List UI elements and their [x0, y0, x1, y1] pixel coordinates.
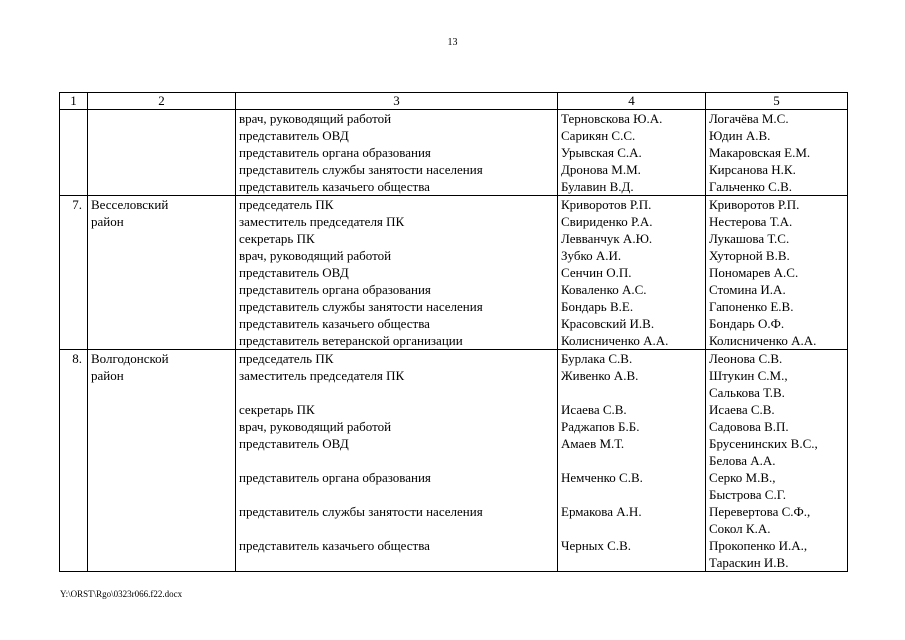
row-number — [60, 110, 88, 196]
member-name: Сенчин О.П. — [561, 265, 632, 280]
position-line: представитель службы занятости населения — [239, 162, 483, 177]
position-line: врач, руководящий работой — [239, 111, 392, 126]
reserve-name: Быстрова С.Г. — [709, 487, 787, 502]
position-line: секретарь ПК — [239, 402, 315, 417]
reserve-name: Макаровская Е.М. — [709, 145, 811, 160]
member-cell — [558, 110, 706, 196]
reserve-name: Логачёва М.С. — [709, 111, 789, 126]
position-line — [239, 452, 554, 469]
member-name: Дронова М.М. — [561, 162, 641, 177]
position-line: врач, руководящий работой — [239, 419, 392, 434]
reserve-name: Гапоненко Е.В. — [709, 299, 794, 314]
member-name — [561, 452, 702, 469]
reserve-name: Прокопенко И.А., — [709, 538, 808, 553]
position-line: представитель ОВД — [239, 436, 349, 451]
reserve-name: Брусенинских В.С., — [709, 436, 818, 451]
header-col-5: 5 — [706, 93, 848, 110]
member-name: Живенко А.В. — [561, 368, 639, 383]
reserve-name: Гальченко С.В. — [709, 179, 793, 194]
reserve-name: Юдин А.В. — [709, 128, 771, 143]
member-name — [561, 520, 702, 537]
reserve-name: Хуторной В.В. — [709, 248, 790, 263]
reserve-name: Леонова С.В. — [709, 351, 783, 366]
member-name: Немченко С.В. — [561, 470, 643, 485]
member-name — [561, 384, 702, 401]
member-name: Булавин В.Д. — [561, 179, 634, 194]
position-line: председатель ПК — [239, 197, 334, 212]
member-name: Зубко А.И. — [561, 248, 622, 263]
table-row — [60, 110, 848, 196]
reserve-name: Штукин С.М., — [709, 368, 788, 383]
reserve-name: Лукашова Т.С. — [709, 231, 790, 246]
member-name: Амаев М.Т. — [561, 436, 625, 451]
member-name — [561, 486, 702, 503]
position-line: представитель ОВД — [239, 128, 349, 143]
district-line: район — [91, 368, 124, 383]
table-row — [60, 350, 848, 572]
row-number: 8. — [60, 350, 88, 572]
member-name: Черных С.В. — [561, 538, 632, 553]
position-line: представитель ветеранской организации — [239, 333, 463, 348]
reserve-name: Сокол К.А. — [709, 521, 771, 536]
position-line: представитель службы занятости населения — [239, 504, 483, 519]
reserve-name: Исаева С.В. — [709, 402, 775, 417]
district-cell — [88, 196, 236, 350]
position-line: представитель ОВД — [239, 265, 349, 280]
row-number: 7. — [60, 196, 88, 350]
member-name — [561, 554, 702, 571]
position-line: заместитель председателя ПК — [239, 214, 405, 229]
district-line: Весселовский — [91, 197, 169, 212]
member-name: Свириденко Р.А. — [561, 214, 653, 229]
member-name: Криворотов Р.П. — [561, 197, 652, 212]
footer-file-path: Y:\ORST\Rgo\0323r066.f22.docx — [60, 589, 183, 599]
reserve-name: Кирсанова Н.К. — [709, 162, 796, 177]
member-name: Исаева С.В. — [561, 402, 627, 417]
reserve-name: Пономарев А.С. — [709, 265, 799, 280]
reserve-cell — [706, 110, 848, 196]
member-name: Урывская С.А. — [561, 145, 642, 160]
position-line: представитель органа образования — [239, 282, 431, 297]
header-row — [60, 93, 848, 110]
district-line: район — [91, 214, 124, 229]
member-name: Раджапов Б.Б. — [561, 419, 640, 434]
district-line: Волгодонской — [91, 351, 169, 366]
reserve-name: Стомина И.А. — [709, 282, 786, 297]
position-cell — [236, 110, 558, 196]
position-line — [239, 520, 554, 537]
member-cell — [558, 196, 706, 350]
reserve-name: Нестерова Т.А. — [709, 214, 793, 229]
header-col-3: 3 — [236, 93, 558, 110]
member-name: Колисниченко А.А. — [561, 333, 669, 348]
table-row — [60, 196, 848, 350]
reserve-name: Тараскин И.В. — [709, 555, 789, 570]
reserve-name: Садовова В.П. — [709, 419, 789, 434]
member-name: Бондарь В.Е. — [561, 299, 634, 314]
table-body — [60, 110, 848, 572]
position-line — [239, 486, 554, 503]
position-line: представитель органа образования — [239, 470, 431, 485]
position-line — [239, 384, 554, 401]
member-name: Бурлака С.В. — [561, 351, 633, 366]
member-name: Коваленко А.С. — [561, 282, 647, 297]
page-number: 13 — [447, 37, 458, 48]
reserve-name: Белова А.А. — [709, 453, 776, 468]
position-line: врач, руководящий работой — [239, 248, 392, 263]
member-name: Левванчук А.Ю. — [561, 231, 653, 246]
position-line: заместитель председателя ПК — [239, 368, 405, 383]
member-name: Красовский И.В. — [561, 316, 655, 331]
position-line: представитель органа образования — [239, 145, 431, 160]
reserve-cell — [706, 350, 848, 572]
header-col-1: 1 — [60, 93, 88, 110]
member-cell — [558, 350, 706, 572]
reserve-name: Колисниченко А.А. — [709, 333, 817, 348]
reserve-name: Перевертова С.Ф., — [709, 504, 811, 519]
committee-table — [59, 92, 848, 572]
position-line: председатель ПК — [239, 351, 334, 366]
district-cell — [88, 350, 236, 572]
header-col-2: 2 — [88, 93, 236, 110]
position-cell — [236, 350, 558, 572]
reserve-name: Серко М.В., — [709, 470, 776, 485]
reserve-cell — [706, 196, 848, 350]
district-cell — [88, 110, 236, 196]
position-line: секретарь ПК — [239, 231, 315, 246]
member-name: Терновскова Ю.А. — [561, 111, 663, 126]
reserve-name: Бондарь О.Ф. — [709, 316, 785, 331]
position-line: представитель казачьего общества — [239, 316, 430, 331]
member-name: Сарикян С.С. — [561, 128, 636, 143]
reserve-name: Криворотов Р.П. — [709, 197, 800, 212]
position-cell — [236, 196, 558, 350]
position-line — [239, 554, 554, 571]
position-line: представитель службы занятости населения — [239, 299, 483, 314]
reserve-name: Салькова Т.В. — [709, 385, 785, 400]
position-line: представитель казачьего общества — [239, 538, 430, 553]
position-line: представитель казачьего общества — [239, 179, 430, 194]
header-col-4: 4 — [558, 93, 706, 110]
member-name: Ермакова А.Н. — [561, 504, 642, 519]
